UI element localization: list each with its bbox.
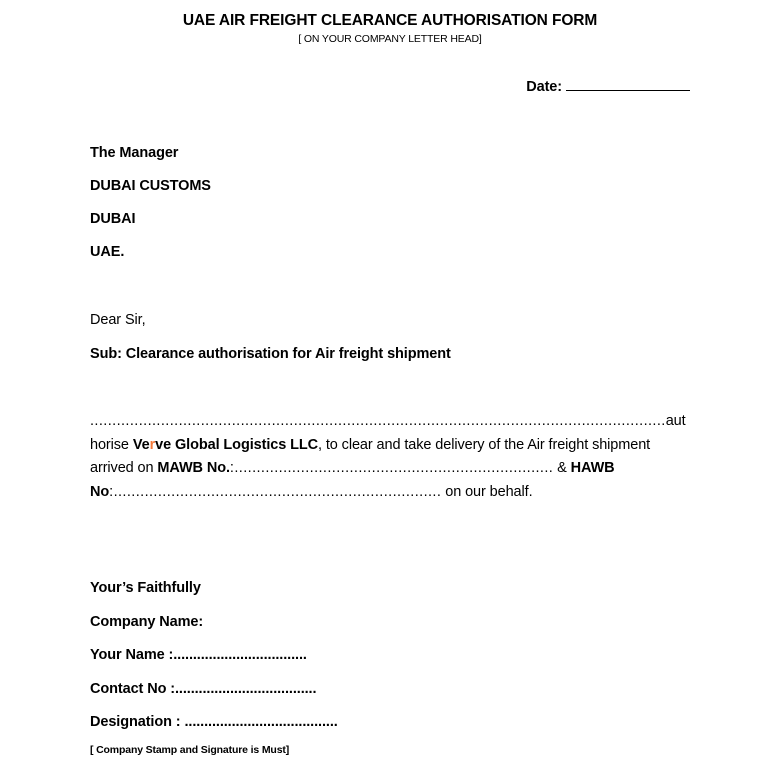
- date-label: Date:: [526, 79, 562, 95]
- company-name-part-two: ve Global Logistics LLC: [155, 436, 318, 453]
- footer-note: [ Company Stamp and Signature is Must]: [90, 744, 290, 756]
- address-line-city: DUBAI: [90, 211, 136, 227]
- salutation: Dear Sir,: [90, 312, 146, 328]
- date-row: [90, 78, 690, 95]
- your-name-field[interactable]: Your Name :..................................: [90, 647, 307, 663]
- ampersand-separator: &: [553, 460, 571, 476]
- mawb-label: MAWB No.: [157, 460, 230, 476]
- contact-no-field[interactable]: Contact No :....................................: [90, 680, 317, 697]
- page-subtitle: [ ON YOUR COMPANY LETTER HEAD]: [298, 33, 482, 45]
- company-name: [133, 437, 318, 453]
- company-name-part-one: Ve: [132, 436, 150, 453]
- company-name-accent-letter: r: [149, 436, 156, 453]
- hawb-number-blank[interactable]: :..........................................................................: [109, 483, 442, 500]
- closing-salutation: Your’s Faithfully: [90, 580, 201, 596]
- hawb-label: HAWB No: [90, 460, 615, 500]
- body-paragraph: [90, 410, 692, 504]
- subject-line: Sub: Clearance authorisation for Air freight shipment: [90, 346, 451, 362]
- date-input-blank[interactable]: [566, 78, 690, 91]
- closing-clause: on our behalf.: [441, 483, 533, 500]
- clause-after-company: , to clear and take delivery of the Air freight shipment arrived on: [90, 436, 651, 476]
- signature-block: [90, 581, 338, 730]
- address-line-country: UAE.: [90, 244, 125, 260]
- recipient-address-block: [90, 146, 211, 260]
- mawb-number-blank[interactable]: :........................................................................: [229, 460, 554, 476]
- designation-field[interactable]: Designation : .......................................: [90, 714, 338, 730]
- address-line-manager: The Manager: [90, 145, 179, 161]
- page-title: UAE AIR FREIGHT CLEARANCE AUTHORISATION FORM: [182, 12, 598, 29]
- declarant-name-blank[interactable]: ..................................................................................................................................: [90, 413, 666, 429]
- company-name-field[interactable]: Company Name:: [90, 613, 204, 630]
- address-line-organisation: DUBAI CUSTOMS: [90, 178, 211, 194]
- authorise-word: authorise: [90, 413, 686, 453]
